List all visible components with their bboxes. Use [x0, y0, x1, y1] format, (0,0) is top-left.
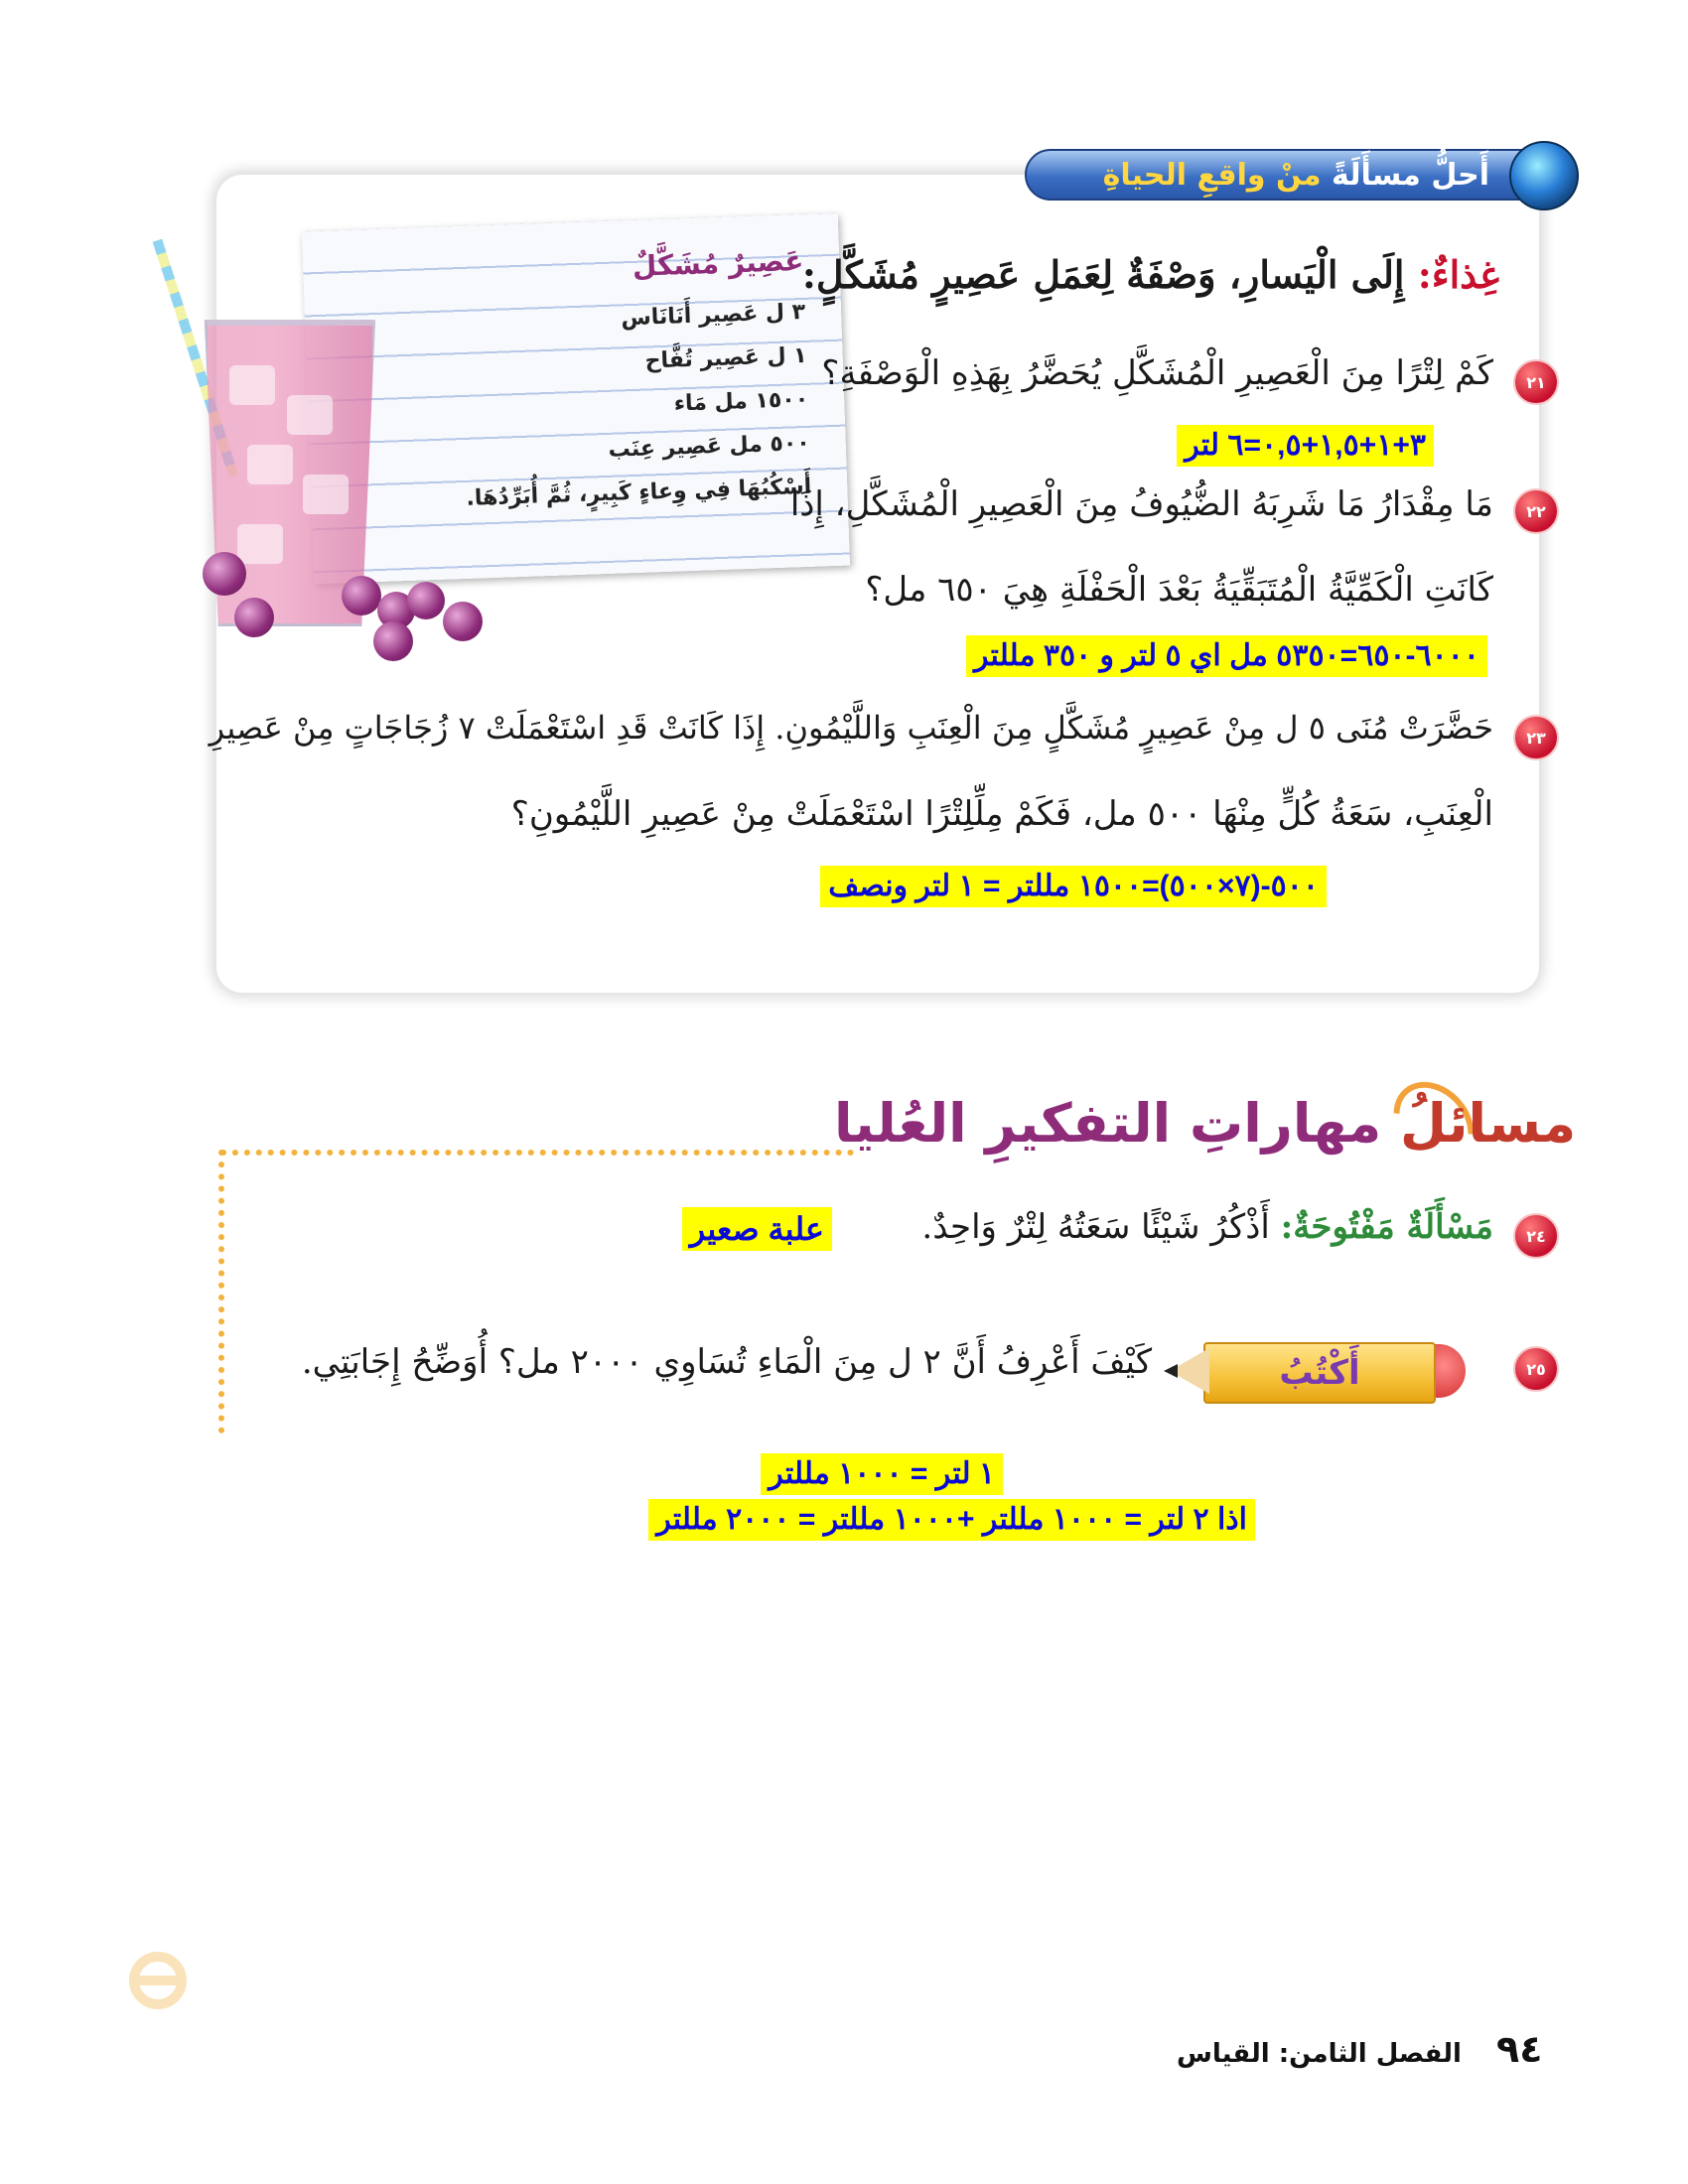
open-problem-text: أَذْكُرُ شَيْئًا سَعَتُهُ لِتْرٌ وَاحِدٌ.	[921, 1207, 1270, 1247]
recipe-card	[302, 213, 850, 585]
banner-prefix: أَحلُّ مسأَلَةً	[1332, 157, 1489, 193]
intro-label: غِذاءٌ:	[1417, 252, 1499, 297]
answer-24: علبة صعير	[682, 1207, 832, 1251]
question-21-text: كَمْ لِتْرًا مِنَ الْعَصِيرِ الْمُشَكَّلِ يُحَضَّرُ بِهَذِهِ الْوَصْفَةِ؟	[821, 353, 1493, 393]
intro-text: إِلَى الْيَسارِ، وَصْفَةٌ لِعَمَلِ عَصِيرٍ مُشَكَّلٍ:	[801, 252, 1405, 297]
globe-icon	[1509, 141, 1579, 210]
pencil-label: أَكْتُبُ	[1203, 1342, 1436, 1404]
grape-illustration	[407, 582, 445, 619]
question-23-line-2: الْعِنَبِ، سَعَةُ كُلٍّ مِنْهَا ٥٠٠ مل، فَكَمْ مِلِّلِتْرًا اسْتَعْمَلَتْ مِنْ عَصِيرِ اللَّيْمُونِ؟	[510, 794, 1493, 834]
recipe-item: أَسْكُبُهَا فِي وِعاءٍ كَبِيرٍ، ثُمَّ أُبَرِّدُهَا.	[466, 474, 812, 511]
open-problem-label: مَسْأَلَةٌ مَفْتُوحَةٌ:	[1280, 1207, 1493, 1247]
publisher-logo-icon	[123, 1946, 193, 2015]
recipe-item: ١ ل عَصِير تُفَّاح	[644, 342, 808, 374]
section-title-rest: مهاراتِ التفكيرِ العُليا	[834, 1092, 1382, 1155]
section-banner	[1025, 149, 1561, 201]
grape-illustration	[234, 598, 274, 637]
section-title-accent: مسائلُ	[1400, 1092, 1577, 1155]
question-22-line-2: كَانَتِ الْكَمِّيَّةُ الْمُتَبَقِّيَةُ بَعْدَ الْحَفْلَةِ هِيَ ٦٥٠ مل؟	[865, 570, 1493, 610]
question-22-line-1: مَا مِقْدَارُ مَا شَرِبَهُ الضُّيُوفُ مِنَ الْعَصِيرِ الْمُشَكَّلِ، إِذَا	[789, 484, 1493, 524]
recipe-item: ١٥٠٠ مل مَاء	[673, 386, 809, 417]
grape-illustration	[373, 621, 413, 661]
chapter-title: الفصل الثامن: القياس	[1177, 2039, 1462, 2069]
write-pencil-badge	[1162, 1342, 1466, 1400]
question-number-badge: ٢٤	[1513, 1213, 1559, 1259]
higher-order-thinking-title	[834, 1092, 1576, 1155]
banner-accent: منْ واقعِ الحياةِ	[1102, 157, 1322, 193]
answer-21: ٣+١+١,٥+٠,٥=٦ لتر	[1177, 425, 1434, 467]
grape-illustration	[443, 602, 483, 641]
grape-illustration	[342, 576, 381, 615]
recipe-item: ٥٠٠ مل عَصِير عِنَب	[608, 430, 811, 463]
question-25-text: كَيْفَ أَعْرِفُ أَنَّ ٢ ل مِنَ الْمَاءِ تُسَاوِي ٢٠٠٠ مل؟ أُوَضِّحُ إِجَابَتِي.	[301, 1342, 1152, 1382]
pencil-lead	[1164, 1364, 1178, 1378]
banner-title	[1103, 158, 1489, 193]
question-24-text	[921, 1207, 1493, 1247]
question-number-badge: ٢٢	[1513, 488, 1559, 534]
recipe-item: ٣ ل عَصِير أَنَانَاس	[620, 299, 806, 332]
answer-25-line-1: ١ لتر = ١٠٠٠ مللتر	[761, 1453, 1003, 1495]
answer-22: ٦٠٠٠-٦٥٠=٥٣٥٠ مل اي ٥ لتر و ٣٥٠ مللتر	[966, 635, 1487, 677]
answer-25-line-2: اذا ٢ لتر = ١٠٠٠ مللتر +١٠٠٠ مللتر = ٢٠٠٠ مللتر	[648, 1499, 1255, 1541]
page-number: ٩٤	[1496, 2027, 1543, 2071]
question-23-line-1: حَضَّرَتْ مُنَى ٥ ل مِنْ عَصِيرٍ مُشَكَّلٍ مِنَ الْعِنَبِ وَاللَّيْمُونِ. إِذَا كَانَتْ قَدِ اسْتَعْمَلَتْ ٧ زُجَاجَاتٍ مِنْ عَصِيرِ	[209, 709, 1493, 747]
recipe-title: عَصِيرٌ مُشَكَّلٌ	[632, 243, 804, 283]
answer-23: ٥٠٠-(٧×٥٠٠)=١٥٠٠ مللتر = ١ لتر ونصف	[820, 866, 1327, 907]
dotted-divider	[218, 1150, 224, 1433]
question-number-badge: ٢٣	[1513, 715, 1559, 760]
dotted-divider	[220, 1150, 854, 1156]
grape-illustration	[203, 552, 246, 596]
page-footer	[1177, 2027, 1542, 2071]
question-number-badge: ٢١	[1513, 359, 1559, 405]
question-number-badge: ٢٥	[1513, 1346, 1559, 1392]
intro-line	[802, 252, 1499, 297]
